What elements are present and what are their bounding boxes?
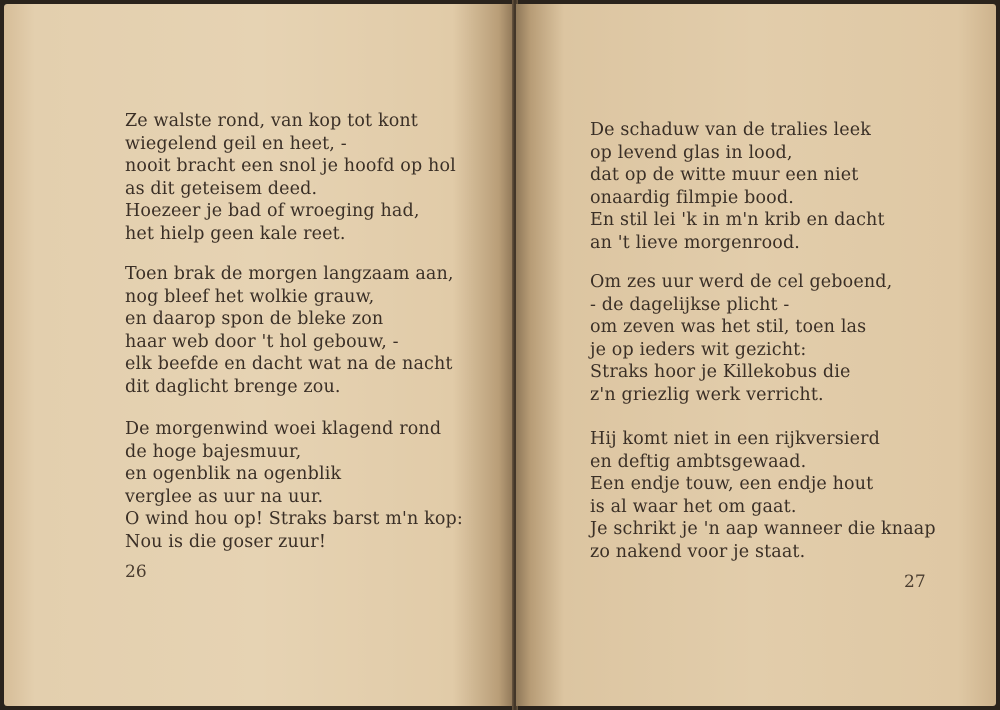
poem-line: verglee as uur na uur. (125, 486, 324, 507)
poem-line: Hij komt niet in een rijkversierd (590, 429, 881, 449)
right-page (516, 4, 996, 706)
stanza-left-1 (125, 110, 456, 246)
page-number-left: 26 (125, 562, 147, 582)
poem-line: haar web door 't hol gebouw, - (125, 331, 399, 352)
poem-line: nog bleef het wolkie grauw, (125, 286, 375, 307)
poem-line: elk beefde en dacht wat na de nacht (125, 354, 453, 375)
poem-line: Hoezeer je bad of wroeging had, (125, 201, 420, 222)
stanza-right-3 (590, 428, 936, 564)
stanza-right-2 (590, 271, 892, 407)
poem-line: de hoge bajesmuur, (125, 441, 302, 462)
poem-line: En stil lei 'k in m'n krib en dacht (590, 210, 885, 231)
stanza-right-1 (590, 119, 885, 255)
poem-line: - de dagelijkse plicht - (590, 294, 790, 315)
poem-line: Nou is die goser zuur! (125, 531, 327, 552)
poem-line: om zeven was het stil, toen las (590, 317, 867, 338)
poem-line: Straks hoor je Killekobus die (590, 362, 851, 383)
poem-line: Je schrikt je 'n aap wanneer die knaap (590, 519, 936, 540)
poem-line: je op ieders wit gezicht: (590, 339, 807, 360)
poem-line: en ogenblik na ogenblik (125, 464, 342, 485)
poem-line: onaardig filmpie bood. (590, 187, 794, 208)
page-number-right: 27 (904, 572, 926, 592)
poem-line: is al waar het om gaat. (590, 496, 797, 517)
poem-line: Om zes uur werd de cel geboend, (590, 272, 893, 292)
stanza-left-2 (125, 263, 454, 399)
left-page (4, 4, 514, 706)
poem-line: en deftig ambtsgewaad. (590, 451, 807, 472)
poem-line: nooit bracht een snol je hoofd op hol (125, 156, 456, 177)
poem-line: wiegelend geil en heet, - (125, 133, 347, 154)
poem-line: Een endje touw, een endje hout (590, 474, 874, 495)
poem-line: De morgenwind woei klagend rond (125, 419, 442, 439)
poem-line: Ze walste rond, van kop tot kont (125, 111, 418, 131)
poem-line: op levend glas in lood, (590, 142, 793, 163)
poem-line: an 't lieve morgenrood. (590, 232, 801, 253)
poem-line: zo nakend voor je staat. (590, 541, 806, 562)
poem-line: as dit geteisem deed. (125, 178, 318, 199)
poem-line: dit daglicht brenge zou. (125, 376, 341, 397)
stanza-left-3 (125, 418, 463, 554)
poem-line: en daarop spon de bleke zon (125, 309, 384, 330)
poem-line: De schaduw van de tralies leek (590, 120, 872, 140)
poem-line: z'n griezlig werk verricht. (590, 384, 824, 405)
poem-line: het hielp geen kale reet. (125, 223, 346, 244)
poem-line: Toen brak de morgen langzaam aan, (125, 264, 454, 284)
poem-line: dat op de witte muur een niet (590, 165, 859, 186)
poem-line: O wind hou op! Straks barst m'n kop: (125, 509, 463, 530)
